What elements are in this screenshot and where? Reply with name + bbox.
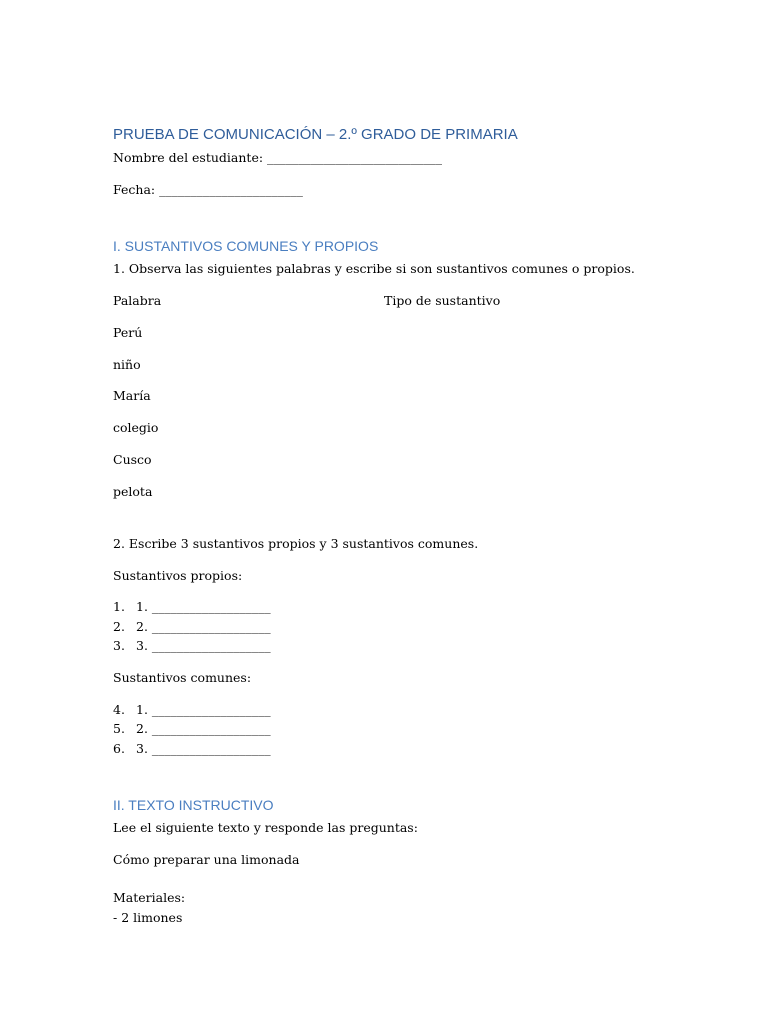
document-title: PRUEBA DE COMUNICACIÓN – 2.º GRADO DE PRIMARIA bbox=[113, 126, 518, 143]
answer-list-item bbox=[113, 721, 271, 737]
answer-list-item bbox=[113, 619, 271, 635]
section1-heading: I. SUSTANTIVOS COMUNES Y PROPIOS bbox=[113, 238, 379, 254]
document-page bbox=[113, 0, 713, 1024]
answer-blank: 1. ___________________ bbox=[136, 702, 271, 717]
question-1: 1. Observa las siguientes palabras y escribe si son sustantivos comunes o propios. bbox=[113, 261, 635, 276]
answer-list-item bbox=[113, 741, 271, 757]
word-item: niño bbox=[113, 357, 141, 372]
list-number: 3. bbox=[113, 638, 125, 653]
section2-heading: II. TEXTO INSTRUCTIVO bbox=[113, 797, 274, 813]
comunes-label: Sustantivos comunes: bbox=[113, 670, 252, 685]
word-item: Perú bbox=[113, 325, 143, 340]
list-number: 5. bbox=[113, 721, 125, 736]
answer-blank: 3. ___________________ bbox=[136, 638, 271, 653]
list-number: 4. bbox=[113, 702, 125, 717]
answer-list-item bbox=[113, 599, 271, 615]
word-item: pelota bbox=[113, 484, 153, 499]
list-number: 2. bbox=[113, 619, 125, 634]
section2-intro: Lee el siguiente texto y responde las preguntas: bbox=[113, 820, 418, 835]
materials-label: Materiales: bbox=[113, 890, 186, 905]
material-item: - 2 limones bbox=[113, 910, 183, 925]
list-number: 6. bbox=[113, 741, 125, 756]
word-item: Cusco bbox=[113, 452, 152, 467]
answer-list-item bbox=[113, 702, 271, 718]
list-number: 1. bbox=[113, 599, 125, 614]
reading-text-title: Cómo preparar una limonada bbox=[113, 852, 300, 867]
word-item: María bbox=[113, 388, 151, 403]
propios-label: Sustantivos propios: bbox=[113, 568, 243, 583]
student-name-line: Nombre del estudiante: ____________________________ bbox=[113, 150, 443, 165]
answer-blank: 2. ___________________ bbox=[136, 721, 271, 736]
word-item: colegio bbox=[113, 420, 159, 435]
column-header-word: Palabra bbox=[113, 293, 162, 308]
question-2: 2. Escribe 3 sustantivos propios y 3 sustantivos comunes. bbox=[113, 536, 479, 551]
answer-blank: 3. ___________________ bbox=[136, 741, 271, 756]
column-header-type: Tipo de sustantivo bbox=[384, 293, 501, 308]
answer-blank: 1. ___________________ bbox=[136, 599, 271, 614]
answer-list-item bbox=[113, 638, 271, 654]
date-line: Fecha: _______________________ bbox=[113, 182, 303, 197]
answer-blank: 2. ___________________ bbox=[136, 619, 271, 634]
